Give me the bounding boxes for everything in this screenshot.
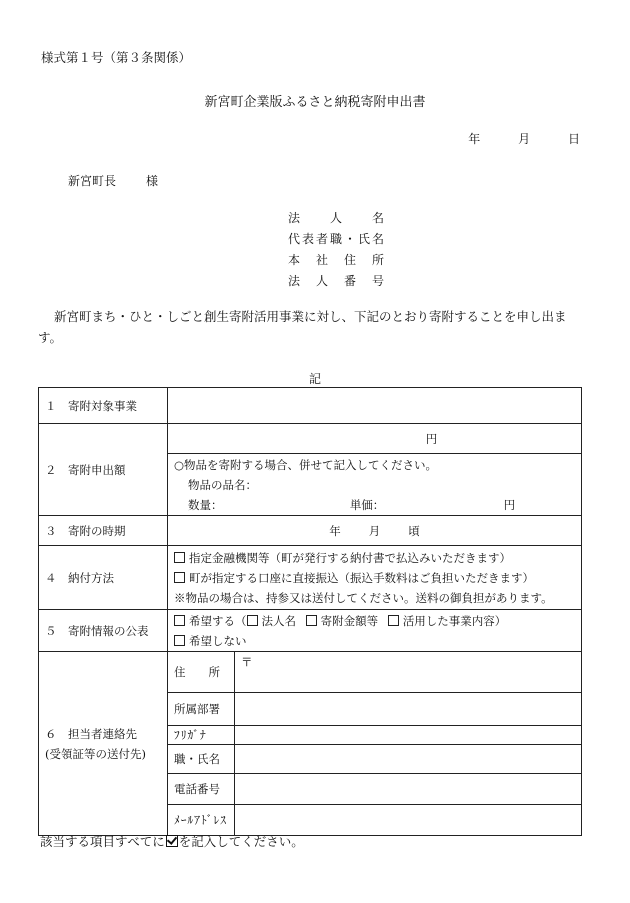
address-input[interactable] xyxy=(235,652,582,692)
payment-option-1[interactable]: 指定金融機関等（町が発行する納付書で払込みいただきます） xyxy=(174,548,575,568)
publication-label: ５ 寄附情報の公表 xyxy=(39,610,168,652)
checkbox-icon[interactable] xyxy=(306,615,317,626)
contact-label: ６ 担当者連絡先 (受領証等の送付先) xyxy=(39,652,168,836)
document-title: 新宮町企業版ふるさと納税寄附申出書 xyxy=(204,95,426,110)
timing-label: ３ 寄附の時期 xyxy=(39,516,168,546)
contact-department-row xyxy=(168,693,582,726)
goods-section xyxy=(168,454,582,516)
addressee-name: 新宮町長 xyxy=(68,174,117,188)
email-label: ﾒｰﾙｱﾄﾞﾚｽ xyxy=(168,805,235,835)
amount-input[interactable] xyxy=(168,424,582,454)
date-line xyxy=(434,130,580,147)
payment-note: ※物品の場合は、持参又は送付してください。送料の御負担があります。 xyxy=(174,590,553,605)
form-number: 様式第１号（第３条関係） xyxy=(41,50,192,65)
unit-price-label: 単価： xyxy=(349,497,385,512)
ki-label: 記 xyxy=(308,372,321,386)
applicant-field-hq-address[interactable]: 本社住所 xyxy=(288,253,384,267)
checkbox-icon[interactable] xyxy=(174,572,185,583)
goods-qty-price[interactable] xyxy=(174,495,575,515)
phone-label: 電話番号 xyxy=(168,774,235,804)
checkbox-icon[interactable] xyxy=(174,552,185,563)
payment-label: ４ 納付方法 xyxy=(39,546,168,610)
addressee-honorific: 様 xyxy=(146,174,159,188)
publication-no-wish[interactable]: 希望しない xyxy=(174,631,575,651)
unit-price-yen: 円 xyxy=(503,497,516,512)
title-name-input[interactable] xyxy=(235,745,582,773)
contact-name-row xyxy=(168,745,582,774)
payment-option-2[interactable]: 町が指定する口座に直接振込（振込手数料はご負担いただきます） xyxy=(174,568,575,588)
target-project-input[interactable] xyxy=(168,388,582,424)
publication-wish[interactable]: 希望する（ 法人名 寄附金額等 活用した事業内容） xyxy=(174,611,575,631)
checked-box-icon xyxy=(166,835,178,847)
contact-email-row xyxy=(168,805,582,836)
date-month[interactable]: 月 xyxy=(518,132,531,146)
checkbox-icon[interactable] xyxy=(388,615,399,626)
applicant-field-corp-number[interactable]: 法人番号 xyxy=(288,274,384,288)
quantity-label: 数量： xyxy=(188,497,223,512)
address-label: 住 所 xyxy=(168,652,235,692)
amount-yen: 円 xyxy=(425,431,438,446)
contact-phone-row xyxy=(168,774,582,805)
title-name-label: 職・氏名 xyxy=(168,745,235,773)
postal-mark: 〒 xyxy=(241,655,253,669)
date-year[interactable]: 年 xyxy=(468,132,481,146)
amount-label: ２ 寄附申出額 xyxy=(39,424,168,516)
department-input[interactable] xyxy=(235,693,582,725)
date-day[interactable]: 日 xyxy=(567,132,580,146)
target-project-label: １ 寄附対象事業 xyxy=(39,388,168,424)
applicant-field-representative[interactable]: 代表者職・氏名 xyxy=(288,232,384,246)
checkbox-icon[interactable] xyxy=(174,615,185,626)
goods-name-field[interactable]: 物品の品名： xyxy=(188,477,257,492)
checkbox-icon[interactable] xyxy=(174,635,185,646)
furigana-input[interactable] xyxy=(235,726,582,744)
applicant-field-corp-name[interactable]: 法人名 xyxy=(288,211,384,225)
donation-form-table xyxy=(38,387,582,836)
footer-note: 該当する項目すべてに を記入してください。 xyxy=(40,834,304,849)
publication-options xyxy=(168,610,582,652)
applicant-fields xyxy=(288,208,384,292)
contact-furigana-row xyxy=(168,726,582,745)
timing-input[interactable]: 年 月 頃 xyxy=(168,516,582,546)
intro-text: 新宮町まち・ひと・しごと創生寄附活用事業に対し、下記のとおり寄附することを申し出ます。 xyxy=(38,309,567,345)
goods-note: ○物品を寄附する場合、併せて記入してください。 xyxy=(174,457,438,472)
payment-options xyxy=(168,546,582,610)
furigana-label: ﾌﾘｶﾞﾅ xyxy=(168,726,235,744)
addressee xyxy=(68,172,158,189)
contact-address-row xyxy=(168,652,582,693)
checkbox-icon[interactable] xyxy=(247,615,258,626)
email-input[interactable] xyxy=(235,805,582,835)
department-label: 所属部署 xyxy=(168,693,235,725)
phone-input[interactable] xyxy=(235,774,582,804)
